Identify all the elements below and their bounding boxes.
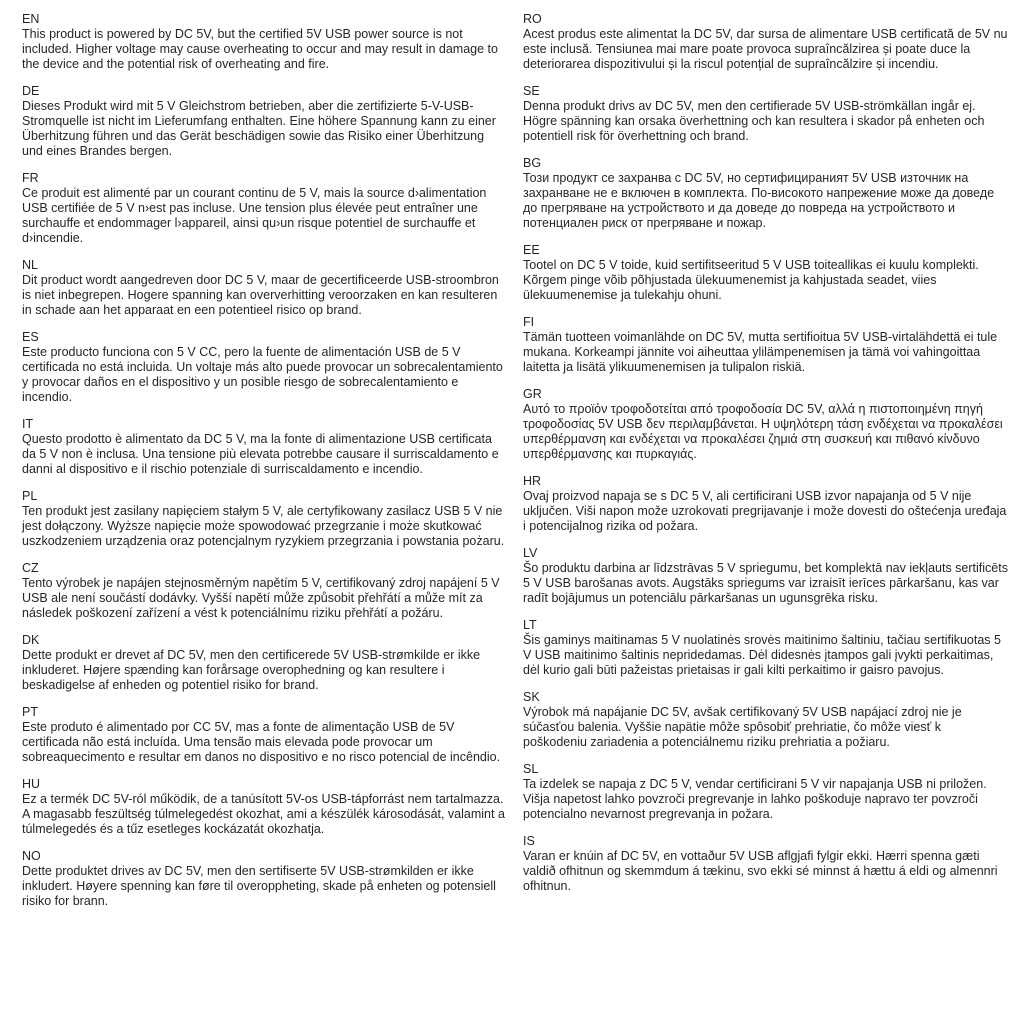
warning-text-pl: Ten produkt jest zasilany napięciem stałym 5 V, ale certyfikowany zasilacz USB 5 V nie jest dołączony. Wyższe napięcie może spowodować przegrzanie i może skutkować uszkodzeniem urządzenia oraz potencjalnym ryzykiem przegrzania i powstania pożaru. <box>22 504 505 548</box>
column-right <box>523 12 1008 1018</box>
warning-text-fi: Tämän tuotteen voimanlähde on DC 5V, mutta sertifioitua 5V USB-virtalähdettä ei tule mukana. Korkeampi jännite voi aiheuttaa ylilämpenemisen ja tämä voi vahingoittaa laitetta ja lisätä ylikuumenemisen ja tulipalon riskiä. <box>523 330 998 374</box>
language-code-dk: DK <box>22 633 40 647</box>
language-section-hu <box>22 777 507 837</box>
language-code-bg: BG <box>523 156 542 170</box>
language-section-hr <box>523 474 1008 534</box>
language-code-hr: HR <box>523 474 542 488</box>
language-code-de: DE <box>22 84 40 98</box>
language-code-nl: NL <box>22 258 38 272</box>
language-section-it <box>22 417 507 477</box>
warning-text-sk: Výrobok má napájanie DC 5V, avšak certifikovaný 5V USB napájací zdroj nie je súčasťou balenia. Vyššie napätie môže spôsobiť prehriatie, čo môže viesť k poškodeniu zariadenia a potenciálnemu riziku prehriatia a požiaru. <box>523 705 962 749</box>
language-section-se <box>523 84 1008 144</box>
language-section-fi <box>523 315 1008 375</box>
language-section-no <box>22 849 507 909</box>
language-section-is <box>523 834 1008 894</box>
warning-text-de: Dieses Produkt wird mit 5 V Gleichstrom betrieben, aber die zertifizierte 5-V-USB-Stromquelle ist nicht im Lieferumfang enthalten. Eine höhere Spannung kann zu einer Überhitzung führen und das Gerät beschädigen sowie das Risiko einer Überhitzung und eines Brandes bergen. <box>22 99 496 158</box>
language-code-is: IS <box>523 834 535 848</box>
language-section-gr <box>523 387 1008 462</box>
warning-text-hu: Ez a termék DC 5V-ról működik, de a tanúsított 5V-os USB-tápforrást nem tartalmazza. A magasabb feszültség túlmelegedést okozhat, ami a készülék károsodását, valamint a túlmelegedés és a tűz esetleges kockázatát okozhatja. <box>22 792 505 836</box>
language-code-pl: PL <box>22 489 38 503</box>
warning-text-hr: Ovaj proizvod napaja se s DC 5 V, ali certificirani USB izvor napajanja od 5 V nije uključen. Viši napon može uzrokovati pregrijavanje i može dovesti do oštećenja uređaja i potencijalnog rizika od požara. <box>523 489 1007 533</box>
column-left <box>22 12 507 1018</box>
warning-text-no: Dette produktet drives av DC 5V, men den sertifiserte 5V USB-strømkilden er ikke inkludert. Høyere spenning kan føre til overoppheting, skade på enheten og potensiell risiko for brann. <box>22 864 496 908</box>
language-code-es: ES <box>22 330 39 344</box>
warning-text-pt: Este produto é alimentado por CC 5V, mas a fonte de alimentação USB de 5V certificada não está incluída. Uma tensão mais elevada pode provocar um sobreaquecimento e resultar em danos no dispositivo e no risco potencial de incêndio. <box>22 720 501 764</box>
language-code-en: EN <box>22 12 40 26</box>
warning-text-fr: Ce produit est alimenté par un courant continu de 5 V, mais la source d›alimentation USB certifiée de 5 V n›est pas incluse. Une tension plus élevée peut entraîner une surchauffe et endommager l›appareil, ainsi qu›un risque potentiel de surchauffe et d›incendie. <box>22 186 487 245</box>
warning-text-bg: Този продукт се захранва с DC 5V, но сертифицираният 5V USB източник на захранване не е включен в комплекта. По-високото напрежение може да доведе до прегряване на устройството и да доведе до повреда на устройството и потенциален риск от прегряване и пожар. <box>523 171 995 230</box>
language-section-sl <box>523 762 1008 822</box>
warning-text-it: Questo prodotto è alimentato da DC 5 V, ma la fonte di alimentazione USB certificata da 5 V non è inclusa. Una tensione più elevata potrebbe causare il surriscaldamento e danni al dispositivo e il rischio potenziale di surriscaldamento e incendio. <box>22 432 499 476</box>
language-code-ee: EE <box>523 243 540 257</box>
language-section-lv <box>523 546 1008 606</box>
language-section-cz <box>22 561 507 621</box>
language-section-pt <box>22 705 507 765</box>
language-code-no: NO <box>22 849 41 863</box>
language-section-en <box>22 12 507 72</box>
language-section-dk <box>22 633 507 693</box>
language-section-sk <box>523 690 1008 750</box>
language-code-se: SE <box>523 84 540 98</box>
warning-text-se: Denna produkt drivs av DC 5V, men den certifierade 5V USB-strömkällan ingår ej. Högre spänning kan orsaka överhettning och kan resultera i skador på enheten och potentiell risk för överhettning och brand. <box>523 99 985 143</box>
warning-text-lv: Šo produktu darbina ar līdzstrāvas 5 V spriegumu, bet komplektā nav iekļauts sertificēts 5 V USB barošanas avots. Augstāks spriegums var izraisīt ierīces pārkaršanu, kas var radīt bojājumus un potenciālu pārkaršanas un ugunsgrēka risku. <box>523 561 1008 605</box>
language-section-nl <box>22 258 507 318</box>
language-section-ro <box>523 12 1008 72</box>
warning-text-lt: Šis gaminys maitinamas 5 V nuolatinės srovės maitinimo šaltiniu, tačiau sertifikuotas 5 V USB maitinimo šaltinis nepridedamas. Dėl didesnės įtampos gali įvykti perkaitimas, dėl kurio gali būti pažeistas prietaisas ir gali kilti perkaitimo ir gaisro pavojus. <box>523 633 1001 677</box>
language-code-fr: FR <box>22 171 39 185</box>
language-code-sl: SL <box>523 762 539 776</box>
warning-text-ee: Tootel on DC 5 V toide, kuid sertifitseeritud 5 V USB toiteallikas ei kuulu komplekti. Kõrgem pinge võib põhjustada ülekuumenemist ja kahjustada seadet, viies ülekuumenemise ja tulekahju ohuni. <box>523 258 979 302</box>
language-section-pl <box>22 489 507 549</box>
language-code-lt: LT <box>523 618 537 632</box>
warning-text-is: Varan er knúin af DC 5V, en vottaður 5V USB aflgjafi fylgir ekki. Hærri spenna gæti valdið ofhitnun og skemmdum á tækinu, svo ekki sé minnst á hættu á eldi og almennri ofhitnun. <box>523 849 998 893</box>
language-code-fi: FI <box>523 315 535 329</box>
language-code-it: IT <box>22 417 34 431</box>
language-section-lt <box>523 618 1008 678</box>
warning-text-sl: Ta izdelek se napaja z DC 5 V, vendar certificirani 5 V vir napajanja USB ni priložen. Višja napetost lahko povzroči pregrevanje in lahko poškoduje napravo ter povzroči potencialno nevarnost pregrevanja in požara. <box>523 777 987 821</box>
language-code-hu: HU <box>22 777 41 791</box>
language-section-bg <box>523 156 1008 231</box>
language-code-gr: GR <box>523 387 542 401</box>
language-code-pt: PT <box>22 705 38 719</box>
warning-text-cz: Tento výrobek je napájen stejnosměrným napětím 5 V, certifikovaný zdroj napájení 5 V USB ale není součástí dodávky. Vyšší napětí může způsobit přehřátí a může mít za následek poškození zařízení a vést k potenciálnímu riziku přehřátí a požáru. <box>22 576 500 620</box>
language-code-sk: SK <box>523 690 540 704</box>
warning-text-es: Este producto funciona con 5 V CC, pero la fuente de alimentación USB de 5 V certificada no está incluida. Un voltaje más alto puede provocar un sobrecalentamiento y provocar daños en el dispositivo y un posible riesgo de sobrecalentamiento e incendio. <box>22 345 503 404</box>
language-code-ro: RO <box>523 12 542 26</box>
warning-text-en: This product is powered by DC 5V, but the certified 5V USB power source is not included. Higher voltage may cause overheating to occur and may result in damage to the device and the potential risk of overheating and fire. <box>22 27 498 71</box>
language-code-lv: LV <box>523 546 538 560</box>
warning-text-ro: Acest produs este alimentat la DC 5V, dar sursa de alimentare USB certificată de 5V nu este inclusă. Tensiunea mai mare poate provoca supraîncălzirea și poate duce la deteriorarea dispozitivului și la riscul potențial de supraîncălzire și incendiu. <box>523 27 1008 71</box>
warning-text-nl: Dit product wordt aangedreven door DC 5 V, maar de gecertificeerde USB-stroombron is niet inbegrepen. Hogere spanning kan oververhitting veroorzaken en kan resulteren in schade aan het apparaat en een potentieel risico op brand. <box>22 273 499 317</box>
language-section-ee <box>523 243 1008 303</box>
language-section-fr <box>22 171 507 246</box>
language-section-de <box>22 84 507 159</box>
warning-text-gr: Αυτό το προϊόν τροφοδοτείται από τροφοδοσία DC 5V, αλλά η πιστοποιημένη πηγή τροφοδοσίας 5V USB δεν περιλαμβάνεται. Η υψηλότερη τάση ενδέχεται να προκαλέσει υπερθέρμανση και ενδέχεται να προκαλέσει ζημιά στη συσκευή και πιθανό κίνδυνο υπερθέρμανσης και πυρκαγιάς. <box>523 402 1003 461</box>
language-section-es <box>22 330 507 405</box>
warning-text-dk: Dette produkt er drevet af DC 5V, men den certificerede 5V USB-strømkilde er ikke inkluderet. Højere spænding kan forårsage overophedning og kan resultere i beskadigelse af enheden og potentiel risiko for brand. <box>22 648 481 692</box>
language-code-cz: CZ <box>22 561 39 575</box>
